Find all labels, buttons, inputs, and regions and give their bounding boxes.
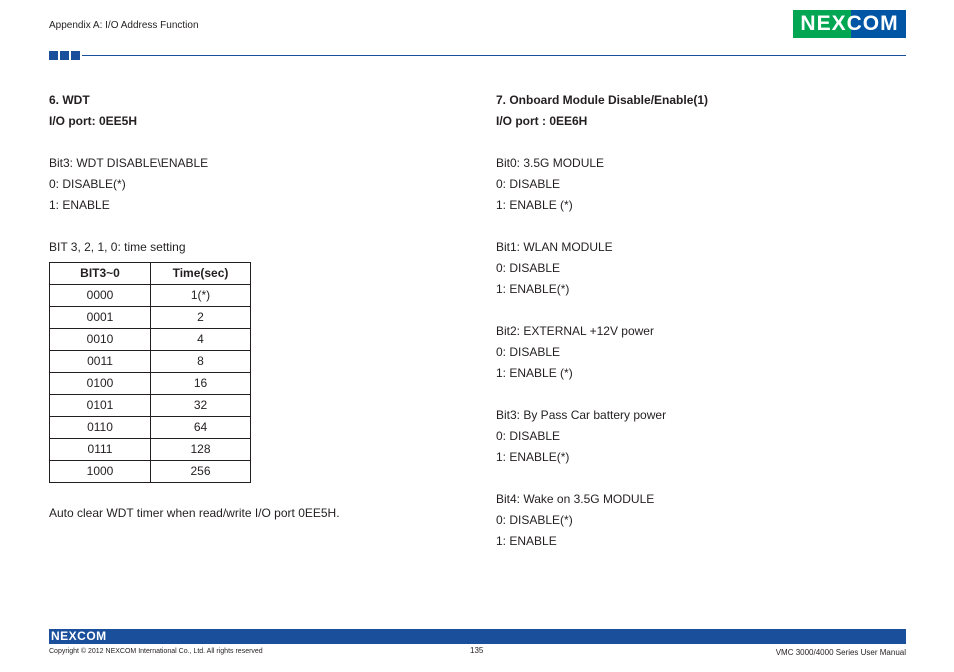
wdt-section bbox=[49, 90, 429, 524]
table-cell: 0110 bbox=[50, 417, 151, 439]
table-header-row bbox=[50, 263, 251, 285]
bit1-disable: 0: DISABLE bbox=[496, 261, 561, 275]
table-row bbox=[50, 439, 251, 461]
table-cell: 0111 bbox=[50, 439, 151, 461]
bit2-label: Bit2: EXTERNAL +12V power bbox=[496, 324, 654, 338]
wdt-port: I/O port: 0EE5H bbox=[49, 114, 138, 128]
table-row bbox=[50, 351, 251, 373]
bit1-enable: 1: ENABLE(*) bbox=[496, 282, 570, 296]
table-cell: 128 bbox=[151, 439, 251, 461]
table-row bbox=[50, 373, 251, 395]
table-row bbox=[50, 329, 251, 351]
table-cell: 1(*) bbox=[151, 285, 251, 307]
table-cell: 2 bbox=[151, 307, 251, 329]
table-cell: 0001 bbox=[50, 307, 151, 329]
bit1-label: Bit1: WLAN MODULE bbox=[496, 240, 613, 254]
table-cell: 4 bbox=[151, 329, 251, 351]
header-squares-icon bbox=[49, 51, 80, 60]
wdt-note: Auto clear WDT timer when read/write I/O port 0EE5H. bbox=[49, 506, 340, 520]
wdt-enable: 1: ENABLE bbox=[49, 198, 110, 212]
table-cell: 0100 bbox=[50, 373, 151, 395]
wdt-bit3: Bit3: WDT DISABLE\ENABLE bbox=[49, 156, 209, 170]
bit4-enable: 1: ENABLE bbox=[496, 534, 557, 548]
table-cell: 64 bbox=[151, 417, 251, 439]
bit4-disable: 0: DISABLE(*) bbox=[496, 513, 573, 527]
module-port: I/O port : 0EE6H bbox=[496, 114, 588, 128]
table-row bbox=[50, 307, 251, 329]
footer-bar bbox=[49, 629, 906, 644]
table-cell: 16 bbox=[151, 373, 251, 395]
table-cell: 0011 bbox=[50, 351, 151, 373]
table-row bbox=[50, 285, 251, 307]
table-cell: 0000 bbox=[50, 285, 151, 307]
table-cell: 8 bbox=[151, 351, 251, 373]
module-heading: 7. Onboard Module Disable/Enable(1) bbox=[496, 93, 709, 107]
table-cell: 0010 bbox=[50, 329, 151, 351]
table-row bbox=[50, 461, 251, 483]
bit0-disable: 0: DISABLE bbox=[496, 177, 561, 191]
header-divider bbox=[82, 55, 906, 56]
manual-title: VMC 3000/4000 Series User Manual bbox=[775, 648, 906, 657]
table-header-time: Time(sec) bbox=[151, 263, 251, 285]
wdt-heading: 6. WDT bbox=[49, 93, 90, 107]
bit4-label: Bit4: Wake on 3.5G MODULE bbox=[496, 492, 655, 506]
logo-text: NEXCOM bbox=[800, 12, 899, 35]
page-number: 135 bbox=[470, 646, 484, 655]
wdt-time-table bbox=[49, 262, 251, 483]
wdt-time-label: BIT 3, 2, 1, 0: time setting bbox=[49, 240, 186, 254]
wdt-disable: 0: DISABLE(*) bbox=[49, 177, 126, 191]
bit2-enable: 1: ENABLE (*) bbox=[496, 366, 573, 380]
module-section bbox=[496, 90, 896, 552]
table-cell: 0101 bbox=[50, 395, 151, 417]
nexcom-logo bbox=[793, 10, 906, 38]
bit3-enable: 1: ENABLE(*) bbox=[496, 450, 570, 464]
bit2-disable: 0: DISABLE bbox=[496, 345, 561, 359]
section-title: Appendix A: I/O Address Function bbox=[49, 20, 199, 31]
table-row bbox=[50, 417, 251, 439]
table-header-bits: BIT3~0 bbox=[50, 263, 151, 285]
table-cell: 1000 bbox=[50, 461, 151, 483]
bit0-enable: 1: ENABLE (*) bbox=[496, 198, 573, 212]
table-cell: 32 bbox=[151, 395, 251, 417]
bit0-label: Bit0: 3.5G MODULE bbox=[496, 156, 605, 170]
footer-logo: NEXCOM bbox=[51, 629, 107, 643]
table-row bbox=[50, 395, 251, 417]
copyright: Copyright © 2012 NEXCOM International Co., Ltd. All rights reserved bbox=[49, 648, 263, 655]
bit3-label: Bit3: By Pass Car battery power bbox=[496, 408, 667, 422]
table-cell: 256 bbox=[151, 461, 251, 483]
bit3-disable: 0: DISABLE bbox=[496, 429, 561, 443]
